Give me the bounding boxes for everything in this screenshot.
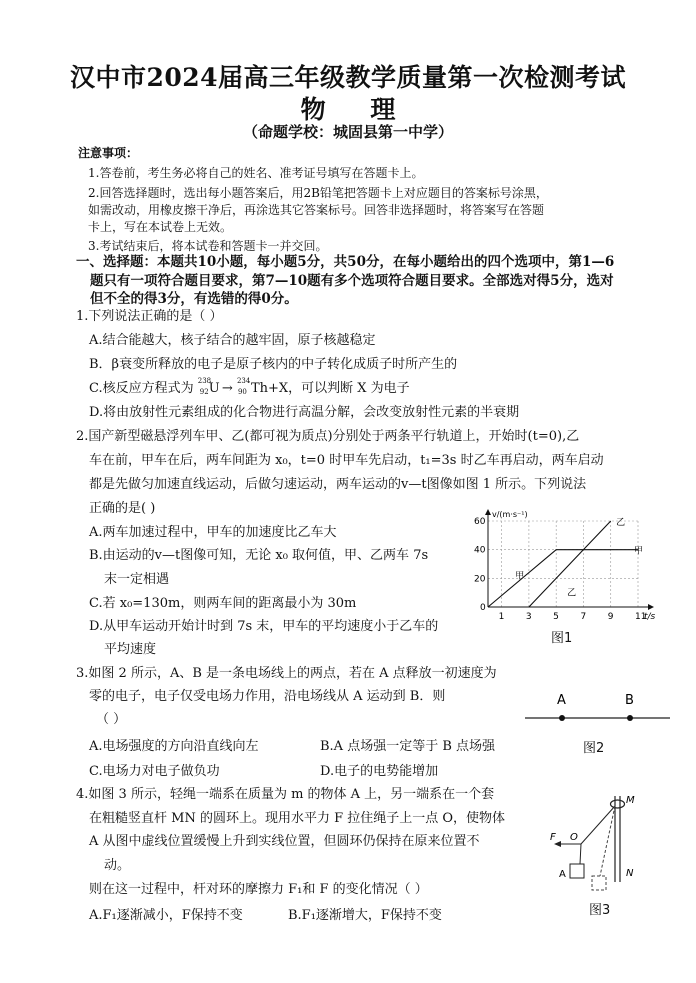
figure-3-rope-diagram bbox=[540, 790, 640, 900]
label-f: F bbox=[550, 832, 556, 843]
q2-stem-line-4: 正确的是( ) bbox=[89, 501, 156, 516]
y-tick-label-60: 60 bbox=[474, 517, 486, 527]
series-line-jia bbox=[488, 550, 638, 607]
q2-stem-line-1: 2.国产新型磁悬浮列车甲、乙(都可视为质点)分别处于两条平行轨道上，开始时(t=0),乙 bbox=[76, 429, 580, 444]
y-tick-label-40: 40 bbox=[474, 545, 486, 556]
q1-c-th-nuclide bbox=[236, 376, 251, 397]
q1-c-th-mass: 234 bbox=[236, 376, 251, 385]
ring bbox=[611, 800, 625, 808]
point-a-dot bbox=[559, 715, 565, 721]
q1-option-a: A.结合能越大，核子结合的越牢固，原子核越稳定 bbox=[89, 333, 376, 348]
x-tick-label-1: 1 bbox=[498, 612, 505, 622]
section-heading-line-2: 题只有一项符合题目要求，第7—10题有多个选项符合题目要求。全部选对得5分，选对 bbox=[90, 273, 614, 289]
q3-stem-line-2: 零的电子，电子仅受电场力作用，沿电场线从 A 运动到 B．则 bbox=[89, 689, 446, 704]
q2-option-c: C.若 x₀=130m，则两车间的距离最小为 30m bbox=[89, 596, 357, 611]
y-tick-label-20: 20 bbox=[474, 574, 486, 585]
figure-3-caption: 图3 bbox=[589, 903, 611, 918]
q4-stem-line-4: 动。 bbox=[104, 858, 131, 873]
q1-c-th-symbol: Th+X bbox=[250, 381, 289, 396]
q2-option-b-line-1: B.由运动的v—t图像可知，无论 x₀ 取何值，甲、乙两车 7s bbox=[89, 548, 429, 563]
q4-option-b: B.F₁逐渐增大，F保持不变 bbox=[288, 908, 442, 923]
q1-c-u-charge: 92 bbox=[199, 387, 209, 396]
notice-heading: 注意事项： bbox=[78, 146, 139, 160]
notice-item-2-end: 卡上，写在本试卷上无效。 bbox=[88, 220, 233, 234]
subject-title: 物 理 bbox=[300, 95, 414, 124]
figure-1-caption: 图1 bbox=[551, 631, 573, 646]
figure-1-vt-chart bbox=[470, 505, 660, 625]
q2-option-d-line-2: 平均速度 bbox=[104, 642, 157, 657]
q4-stem-line-3: A 从图中虚线位置缓慢上升到实线位置，但圆环仍保持在原来位置不 bbox=[89, 834, 480, 849]
q3-option-b: B.A 点场强一定等于 B 点场强 bbox=[320, 739, 496, 754]
rope-lower bbox=[580, 844, 581, 864]
block-a-dashed bbox=[592, 876, 606, 890]
q1-c-u-nuclide bbox=[197, 376, 220, 397]
q1-option-b: B．β衰变所释放的电子是原子核内的中子转化成质子时所产生的 bbox=[89, 357, 458, 372]
q1-option-d: D.将由放射性元素组成的化合物进行高温分解，会改变放射性元素的半衰期 bbox=[89, 405, 520, 420]
q2-option-a: A.两车加速过程中，甲车的加速度比乙车大 bbox=[89, 525, 337, 540]
x-tick-label-9: 9 bbox=[607, 612, 614, 622]
x-tick-label-11: 11 bbox=[635, 612, 647, 622]
rope-upper bbox=[581, 806, 615, 844]
label-n: N bbox=[626, 868, 634, 879]
q4-stem-line-1: 4.如图 3 所示，轻绳一端系在质量为 m 的物体 A 上，另一端系在一个套 bbox=[76, 787, 495, 802]
q3-stem-line-1: 3.如图 2 所示，A、B 是一条电场线上的两点，若在 A 点释放一初速度为 bbox=[76, 666, 497, 681]
q1-c-th-charge: 90 bbox=[237, 387, 247, 396]
x-tick-label-3: 3 bbox=[525, 612, 532, 622]
figure-2-field-line bbox=[520, 685, 675, 735]
x-axis-label: t/s bbox=[644, 612, 656, 622]
notice-item-2: 2.回答选择题时，选出每小题答案后，用2B铅笔把答题卡上对应题目的答案标号涂黑， bbox=[88, 186, 548, 200]
series-label-jia-near: 甲 bbox=[515, 571, 525, 582]
x-tick-label-7: 7 bbox=[580, 612, 587, 622]
series-label-jia-end: 甲 bbox=[634, 546, 644, 557]
figure-2-caption: 图2 bbox=[583, 741, 605, 756]
notice-item-1: 1.答卷前，考生务必将自己的姓名、准考证号填写在答题卡上。 bbox=[88, 166, 424, 180]
q3-option-c: C.电场力对电子做负功 bbox=[89, 764, 220, 779]
x-tick-label-5: 5 bbox=[553, 612, 559, 622]
q4-option-a: A.F₁逐渐减小，F保持不变 bbox=[89, 908, 243, 923]
q3-option-a: A.电场强度的方向沿直线向左 bbox=[89, 739, 259, 754]
q3-option-d: D.电子的电势能增加 bbox=[320, 764, 439, 779]
x-axis-arrow bbox=[648, 604, 654, 610]
point-a-label: A bbox=[557, 693, 566, 708]
notice-item-3: 3.考试结束后，将本试卷和答题卡一并交回。 bbox=[88, 239, 328, 253]
q2-stem-line-2: 车在前，甲车在后，两车间距为 x₀，t=0 时甲车先启动，t₁=3s 时乙车再启动，两车启动 bbox=[89, 453, 604, 468]
q1-stem: 1.下列说法正确的是（ ） bbox=[76, 309, 223, 324]
q1-c-u-symbol: U bbox=[208, 380, 220, 396]
series-label-yi-near: 乙 bbox=[567, 588, 577, 599]
y-axis-label: v/(m·s⁻¹) bbox=[492, 510, 528, 519]
q1-option-c bbox=[89, 376, 410, 399]
q1-c-suffix: ，可以判断 X 为电子 bbox=[288, 381, 410, 396]
chart-plot-area bbox=[474, 509, 656, 622]
label-o: O bbox=[570, 832, 578, 843]
point-b-dot bbox=[627, 715, 633, 721]
label-m: M bbox=[626, 795, 635, 806]
series-label-yi-end: 乙 bbox=[616, 518, 626, 528]
section-heading-line-3: 但不全的得3分，有选错的得0分。 bbox=[90, 291, 298, 307]
q4-stem-line-5: 则在这一过程中，杆对环的摩擦力 F₁和 F 的变化情况（ ） bbox=[89, 882, 428, 897]
section-heading-line-1: 一、选择题：本题共10小题，每小题5分，共50分，在每小题给出的四个选项中，第1—6 bbox=[76, 254, 615, 270]
q3-stem-line-3: （ ） bbox=[96, 712, 127, 727]
school-note: （命题学校：城固县第一中学） bbox=[242, 123, 453, 141]
q4-stem-line-2: 在粗糙竖直杆 MN 的圆环上。现用水平力 F 拉住绳子上一点 O，使物体 bbox=[89, 811, 506, 826]
q1-c-arrow: → bbox=[221, 381, 233, 396]
origin-label: 0 bbox=[480, 603, 486, 613]
q2-option-b-line-2: 末一定相遇 bbox=[104, 572, 170, 587]
y-axis-arrow bbox=[485, 509, 491, 515]
q1-c-u-mass: 238 bbox=[197, 376, 212, 385]
block-a bbox=[570, 864, 584, 878]
label-a: A bbox=[559, 869, 566, 880]
notice-item-2-cont: 如需改动，用橡皮擦干净后，再涂选其它答案标号。回答非选择题时，将答案写在答题 bbox=[88, 203, 545, 217]
exam-title: 汉中市2024届高三年级教学质量第一次检测考试 bbox=[69, 63, 627, 92]
point-b-label: B bbox=[625, 693, 634, 708]
rope-dashed bbox=[600, 806, 615, 876]
q2-option-d-line-1: D.从甲车运动开始计时到 7s 末，甲车的平均速度小于乙车的 bbox=[89, 619, 439, 634]
q1-c-prefix: C.核反应方程式为 bbox=[89, 381, 194, 396]
q2-stem-line-3: 都是先做匀加速直线运动，后做匀速运动，两车运动的v—t图像如图 1 所示。下列说法 bbox=[89, 477, 587, 492]
